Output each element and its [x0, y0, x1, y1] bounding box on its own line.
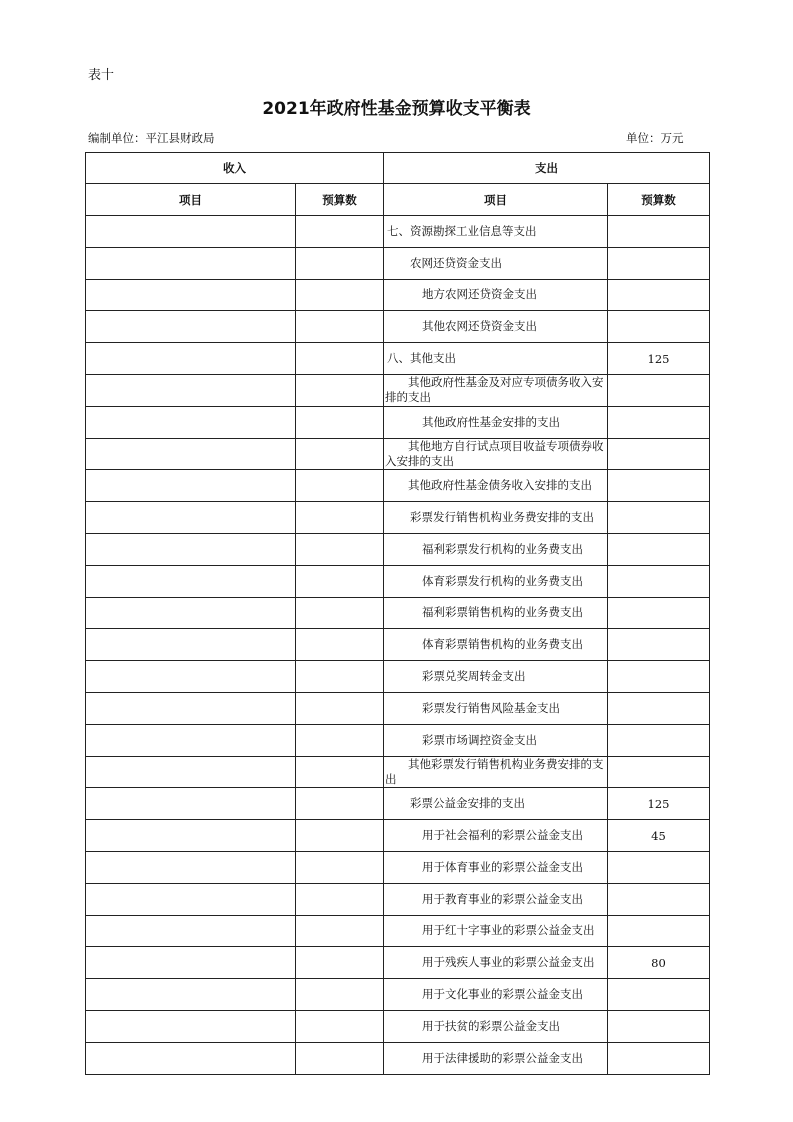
expense-item-cell [384, 311, 608, 343]
table-number: 表十 [88, 68, 115, 83]
income-item-cell [86, 1042, 296, 1074]
expense-item-label: 其他地方自行试点项目收益专项债券收入安排的支出 [385, 438, 604, 468]
income-amount-cell [296, 629, 384, 661]
income-amount-header: 预算数 [296, 184, 384, 216]
income-amount-cell [296, 343, 384, 375]
expense-item-cell [384, 565, 608, 597]
table-row [86, 406, 710, 438]
table-row [86, 979, 710, 1011]
table-row [86, 724, 710, 756]
table-row [86, 311, 710, 343]
expense-amount-cell [608, 629, 710, 661]
expense-item-cell [384, 915, 608, 947]
income-amount-cell [296, 279, 384, 311]
compiling-unit: 编制单位：平江县财政局 [88, 131, 215, 145]
income-amount-cell [296, 820, 384, 852]
expense-item-cell [384, 692, 608, 724]
expense-item-label: 其他政府性基金及对应专项债务收入安排的支出 [385, 375, 604, 405]
income-amount-cell [296, 565, 384, 597]
income-amount-cell [296, 1010, 384, 1042]
expense-item-label: 地方农网还贷资金支出 [422, 287, 537, 302]
income-amount-cell [296, 692, 384, 724]
income-amount-cell [296, 374, 384, 406]
income-item-cell [86, 756, 296, 788]
income-amount-cell [296, 1042, 384, 1074]
expense-item-label: 其他农网还贷资金支出 [422, 319, 537, 334]
income-item-cell [86, 279, 296, 311]
expense-item-cell [384, 820, 608, 852]
expense-item-label: 彩票兑奖周转金支出 [422, 669, 526, 684]
expense-amount-cell [608, 565, 710, 597]
income-amount-cell [296, 438, 384, 470]
expense-item-label: 福利彩票发行机构的业务费支出 [422, 541, 583, 556]
table-row [86, 1042, 710, 1074]
income-amount-cell [296, 247, 384, 279]
expense-item-cell [384, 756, 608, 788]
income-item-cell [86, 851, 296, 883]
expense-item-cell [384, 343, 608, 375]
expense-amount-cell: 80 [608, 947, 710, 979]
expense-item-label: 用于红十字事业的彩票公益金支出 [422, 923, 595, 938]
expense-amount-cell [608, 247, 710, 279]
income-item-cell [86, 565, 296, 597]
income-item-cell [86, 597, 296, 629]
currency-unit: 单位：万元 [626, 131, 684, 145]
table-row [86, 788, 710, 820]
income-item-header: 项目 [86, 184, 296, 216]
expense-item-cell [384, 406, 608, 438]
expense-item-label: 福利彩票销售机构的业务费支出 [422, 605, 583, 620]
expense-item-label: 用于体育事业的彩票公益金支出 [422, 859, 583, 874]
expense-amount-cell [608, 533, 710, 565]
income-item-cell [86, 915, 296, 947]
income-amount-cell [296, 851, 384, 883]
expense-item-cell [384, 216, 608, 248]
expense-item-label: 七、资源勘探工业信息等支出 [387, 223, 537, 238]
income-item-cell [86, 692, 296, 724]
income-item-cell [86, 629, 296, 661]
expense-item-cell [384, 502, 608, 534]
income-item-cell [86, 883, 296, 915]
expense-item-label: 彩票市场调控资金支出 [422, 732, 537, 747]
income-amount-cell [296, 406, 384, 438]
income-item-cell [86, 947, 296, 979]
income-item-cell [86, 820, 296, 852]
expense-item-label: 其他政府性基金安排的支出 [422, 414, 560, 429]
table-row [86, 756, 710, 788]
expense-item-cell [384, 947, 608, 979]
expense-item-label: 体育彩票销售机构的业务费支出 [422, 637, 583, 652]
page-title: 2021年政府性基金预算收支平衡表 [262, 99, 531, 119]
table-row [86, 216, 710, 248]
income-item-cell [86, 502, 296, 534]
income-section-header: 收入 [86, 153, 384, 184]
table-row [86, 470, 710, 502]
expense-amount-cell: 125 [608, 788, 710, 820]
income-amount-cell [296, 883, 384, 915]
expense-item-header: 项目 [384, 184, 608, 216]
income-amount-cell [296, 915, 384, 947]
income-item-cell [86, 311, 296, 343]
expense-amount-cell [608, 374, 710, 406]
expense-item-label: 用于法律援助的彩票公益金支出 [422, 1050, 583, 1065]
income-item-cell [86, 470, 296, 502]
expense-item-label: 农网还贷资金支出 [410, 255, 502, 270]
expense-amount-cell [608, 502, 710, 534]
table-row [86, 883, 710, 915]
expense-item-label: 用于残疾人事业的彩票公益金支出 [422, 955, 595, 970]
expense-item-cell [384, 979, 608, 1011]
table-row [86, 438, 710, 470]
income-item-cell [86, 661, 296, 693]
expense-amount-cell [608, 470, 710, 502]
expense-item-cell [384, 374, 608, 406]
expense-item-cell [384, 661, 608, 693]
expense-item-cell [384, 629, 608, 661]
income-item-cell [86, 406, 296, 438]
expense-item-cell [384, 247, 608, 279]
income-amount-cell [296, 311, 384, 343]
expense-amount-cell [608, 216, 710, 248]
expense-item-label: 其他政府性基金债务收入安排的支出 [408, 478, 592, 493]
income-item-cell [86, 533, 296, 565]
income-item-cell [86, 343, 296, 375]
income-amount-cell [296, 979, 384, 1011]
income-item-cell [86, 438, 296, 470]
income-amount-cell [296, 502, 384, 534]
section-header-row [86, 153, 710, 184]
expense-amount-cell [608, 406, 710, 438]
expense-item-cell [384, 1010, 608, 1042]
table-row [86, 374, 710, 406]
table-row [86, 597, 710, 629]
income-amount-cell [296, 533, 384, 565]
expense-amount-cell: 125 [608, 343, 710, 375]
income-amount-cell [296, 661, 384, 693]
expense-amount-cell [608, 756, 710, 788]
table-row [86, 820, 710, 852]
expense-amount-cell [608, 883, 710, 915]
income-item-cell [86, 1010, 296, 1042]
expense-section-header: 支出 [384, 153, 710, 184]
expense-item-label: 彩票公益金安排的支出 [410, 796, 525, 811]
income-amount-cell [296, 947, 384, 979]
table-row [86, 947, 710, 979]
expense-item-cell [384, 724, 608, 756]
income-item-cell [86, 374, 296, 406]
expense-item-label: 用于文化事业的彩票公益金支出 [422, 987, 583, 1002]
expense-amount-cell [608, 1010, 710, 1042]
table-row [86, 533, 710, 565]
table-row [86, 915, 710, 947]
expense-item-cell [384, 279, 608, 311]
table-row [86, 343, 710, 375]
expense-item-cell [384, 470, 608, 502]
income-amount-cell [296, 470, 384, 502]
expense-item-label: 八、其他支出 [387, 351, 456, 366]
table-row [86, 565, 710, 597]
table-row [86, 279, 710, 311]
expense-item-label: 其他彩票发行销售机构业务费安排的支出 [385, 756, 604, 786]
table-row [86, 661, 710, 693]
expense-amount-cell [608, 597, 710, 629]
income-amount-cell [296, 216, 384, 248]
income-amount-cell [296, 724, 384, 756]
income-item-cell [86, 724, 296, 756]
table-row [86, 851, 710, 883]
expense-amount-cell [608, 979, 710, 1011]
income-item-cell [86, 216, 296, 248]
income-amount-cell [296, 788, 384, 820]
income-item-cell [86, 979, 296, 1011]
expense-item-cell [384, 851, 608, 883]
expense-amount-cell [608, 438, 710, 470]
expense-item-label: 彩票发行销售机构业务费安排的支出 [410, 510, 594, 525]
expense-amount-cell [608, 915, 710, 947]
expense-item-cell [384, 883, 608, 915]
income-item-cell [86, 788, 296, 820]
income-amount-cell [296, 597, 384, 629]
table-row [86, 692, 710, 724]
expense-amount-cell [608, 661, 710, 693]
expense-item-label: 用于教育事业的彩票公益金支出 [422, 891, 583, 906]
expense-item-label: 彩票发行销售风险基金支出 [422, 700, 560, 715]
balance-table [85, 152, 710, 1075]
expense-item-cell [384, 533, 608, 565]
expense-item-cell [384, 1042, 608, 1074]
column-header-row [86, 184, 710, 216]
expense-amount-header: 预算数 [608, 184, 710, 216]
expense-amount-cell: 45 [608, 820, 710, 852]
expense-amount-cell [608, 311, 710, 343]
expense-amount-cell [608, 1042, 710, 1074]
expense-amount-cell [608, 692, 710, 724]
expense-amount-cell [608, 279, 710, 311]
income-amount-cell [296, 756, 384, 788]
expense-amount-cell [608, 724, 710, 756]
table-row [86, 502, 710, 534]
expense-item-cell [384, 788, 608, 820]
table-row [86, 629, 710, 661]
expense-item-label: 用于社会福利的彩票公益金支出 [422, 828, 583, 843]
table-row [86, 247, 710, 279]
table-row [86, 1010, 710, 1042]
expense-item-label: 体育彩票发行机构的业务费支出 [422, 573, 583, 588]
expense-amount-cell [608, 851, 710, 883]
expense-item-cell [384, 438, 608, 470]
expense-item-label: 用于扶贫的彩票公益金支出 [422, 1018, 560, 1033]
expense-item-cell [384, 597, 608, 629]
income-item-cell [86, 247, 296, 279]
